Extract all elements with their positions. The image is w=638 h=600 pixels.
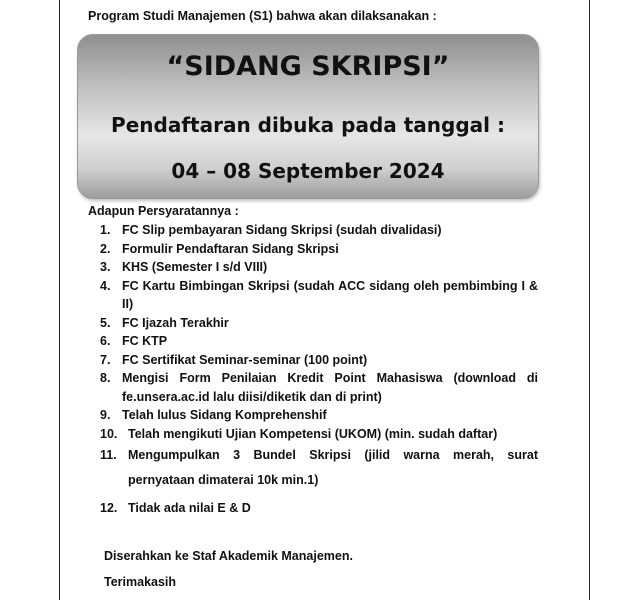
requirements-list (100, 221, 538, 518)
list-item-number: 10. (100, 426, 118, 441)
announcement-banner (77, 34, 539, 199)
list-item-text: Telah mengikuti Ujian Kompetensi (UKOM) (min. sudah daftar) (128, 426, 498, 441)
list-item (100, 443, 538, 493)
list-item-text: Mengumpulkan 3 Bundel Skripsi (jilid warna merah, surat pernyataan dimaterai 10k min.1) (128, 448, 538, 487)
banner-date: 04 – 08 September 2024 (171, 159, 445, 183)
list-item (100, 258, 538, 277)
list-item-number: 3. (100, 260, 111, 274)
list-item-number: 6. (100, 334, 111, 348)
list-item-text: FC Sertifikat Seminar-seminar (100 point) (122, 352, 368, 367)
banner-subtitle: Pendaftaran dibuka pada tanggal : (111, 113, 505, 137)
list-item-number: 1. (100, 223, 111, 237)
list-item (100, 314, 538, 333)
list-item (100, 406, 538, 425)
list-item-number: 4. (100, 278, 111, 293)
list-item (100, 499, 538, 518)
list-item-number: 12. (100, 501, 118, 515)
intro-text: Program Studi Manajemen (S1) bahwa akan dilaksanakan : (88, 9, 437, 23)
list-item-number: 5. (100, 315, 111, 330)
handover-note: Diserahkan ke Staf Akademik Manajemen. (104, 549, 353, 563)
list-item (100, 425, 538, 444)
list-item (100, 351, 538, 370)
list-item-text: Formulir Pendaftaran Sidang Skripsi (122, 241, 339, 256)
list-item-number: 2. (100, 241, 111, 256)
list-item-text: Telah lulus Sidang Komprehenshif (122, 408, 327, 422)
list-item-text: FC Ijazah Terakhir (122, 315, 229, 330)
list-item (100, 332, 538, 351)
page-border-right (589, 0, 590, 600)
page-border-left (59, 0, 60, 600)
list-item-number: 8. (100, 371, 111, 385)
closing-thanks: Terimakasih (104, 575, 177, 589)
banner-title: “SIDANG SKRIPSI” (166, 51, 450, 82)
list-item-text: FC Kartu Bimbingan Skripsi (sudah ACC sidang oleh pembimbing I & II) (122, 278, 538, 311)
list-item-text: KHS (Semester I s/d VIII) (122, 260, 268, 274)
list-item-number: 7. (100, 352, 111, 367)
list-item-text: Mengisi Form Penilaian Kredit Point Mahasiswa (download di fe.unsera.ac.id lalu diisi/diketik dan di print) (122, 371, 538, 404)
list-item (100, 277, 538, 314)
list-item-number: 11. (100, 448, 117, 462)
list-item (100, 369, 538, 406)
list-item-text: FC KTP (122, 334, 168, 348)
requirements-heading: Adapun Persyaratannya : (88, 204, 239, 218)
list-item-text: FC Slip pembayaran Sidang Skripsi (sudah divalidasi) (122, 223, 442, 237)
list-item (100, 240, 538, 259)
list-item-text: Tidak ada nilai E & D (128, 501, 251, 515)
list-item (100, 221, 538, 240)
list-item-number: 9. (100, 408, 111, 422)
